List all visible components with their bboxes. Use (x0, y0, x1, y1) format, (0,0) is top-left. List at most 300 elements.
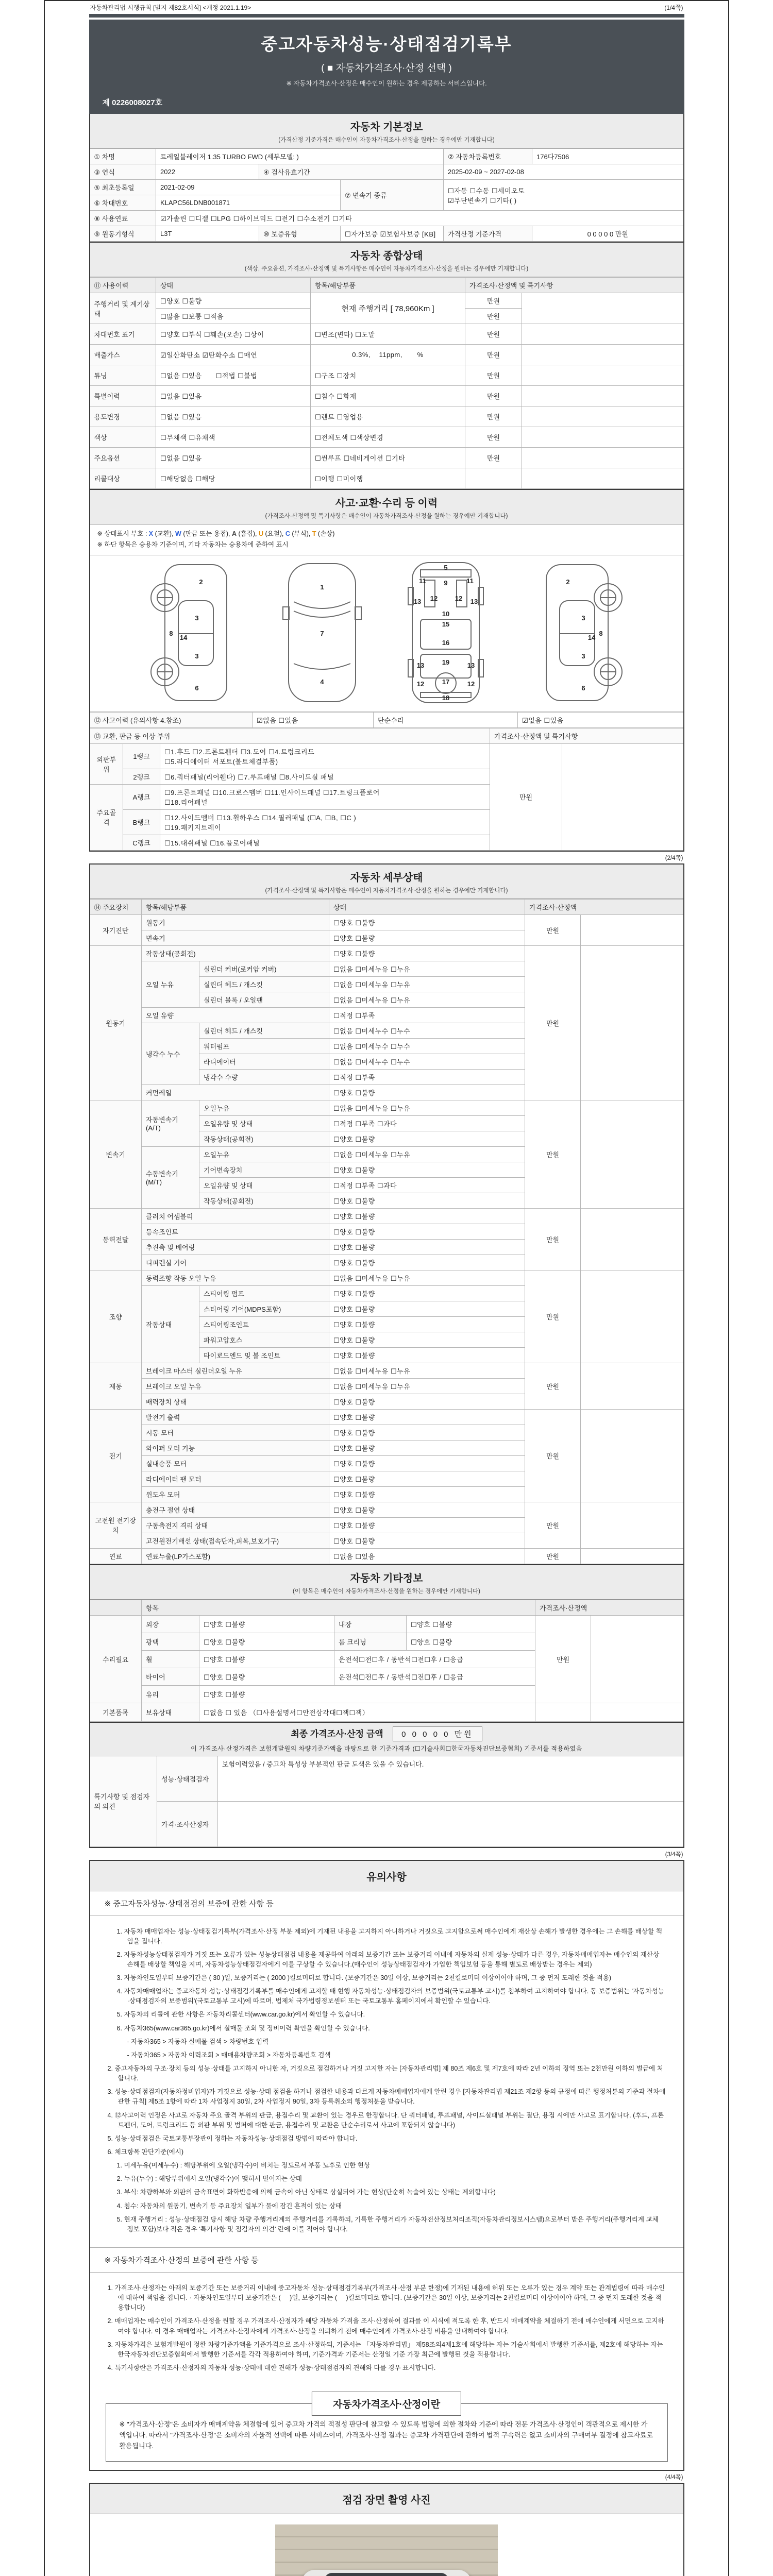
part-options[interactable]: ☐침수 ☐화재 (311, 386, 465, 406)
document-header (89, 20, 684, 114)
col-header: ⑪ 사용이력 (90, 278, 156, 293)
device-group-label: 전기 (90, 1409, 142, 1502)
part-options[interactable]: ☐렌트 ☐영업용 (311, 406, 465, 427)
panel-number: 5 (444, 563, 448, 571)
appraiser-comment (218, 1801, 683, 1846)
etc-band (90, 1565, 683, 1600)
item-label: 워터펌프 (199, 1038, 329, 1054)
col-header: 항목/해당부품 (311, 278, 465, 293)
inspection-period-value: 2025-02-09 ~ 2027-02-08 (444, 164, 683, 180)
state-options[interactable]: ☐양호 ☐불량 (199, 1685, 535, 1703)
notice-item: 5. 현재 주행거리 : 성능·상태점검 당시 해당 차량 주행거리계의 주행거리를 기록하되, 기록한 주행거리가 자동차전산정보처리조직(자동차관리정보시스템)으로부터 받은 주행거리(주행거리계 교체 정보 포함)보다 적은 경우 '특기사항 및 점검자의 의견' 란에 이를 적어야 합니다. (116, 2215, 659, 2233)
col-header: 가격조사·산정액 (535, 1600, 683, 1615)
state-options[interactable]: ☐적정 ☐부족 (329, 1007, 525, 1023)
notice-item: 4. 특기사항란은 가격조사·산정자의 자동차 성능·상태에 대한 견해가 성능·상태점검자의 견해와 다를 경우 표시합니다. (107, 2364, 436, 2371)
legend-code: T (312, 530, 316, 537)
detail-row (90, 1100, 683, 1115)
state-options[interactable]: ☐없음 ☐미세누유 ☐누유 (329, 961, 525, 976)
panel-number: 12 (467, 680, 475, 688)
usage-label: 배출가스 (90, 345, 156, 365)
item-label: 오일 유량 (142, 1007, 329, 1023)
state-options[interactable]: ☐양호 ☐불량 (329, 1301, 525, 1316)
legend-note: ※ 하단 항목은 승용차 기준이며, 기타 자동차는 승용차에 준하여 표시 (97, 541, 289, 549)
etc-info-table (90, 1600, 683, 1722)
panel-number: 13 (467, 661, 475, 669)
remark-cell (581, 1363, 683, 1409)
car-name-value: 트레일블레이저 1.35 TURBO FWD (세부모델: ) (156, 149, 444, 164)
state-options[interactable]: ☐없음 ☐있음 (329, 1548, 525, 1564)
state-options[interactable]: ☐양호 ☐불량 (329, 914, 525, 930)
section-title: 사고·교환·수리 등 이력 (335, 498, 438, 509)
final-price-value: 0 0 0 0 0 만원 (393, 1726, 482, 1741)
item-label: 디퍼렌셜 기어 (142, 1255, 329, 1270)
item-label: 연료누출(LP가스포함) (142, 1548, 329, 1564)
remark-cell (591, 1703, 683, 1721)
rank-parts-options[interactable]: ☐9.프론트패널 ☐10.크로스멤버 ☐11.인사이드패널 ☐17.트렁크플로어 ☐18.리어패널 (160, 784, 490, 809)
price-survey-explain-box (106, 2399, 668, 2461)
panel-number: 2 (566, 578, 570, 586)
section-detail-state (89, 863, 684, 1565)
remark-cell (522, 448, 683, 468)
state-options[interactable]: ☐양호 ☐불량 (329, 1255, 525, 1270)
notice-item: 5. 성능·상태점검은 국토교통부장관이 정하는 자동차성능·상태점검 방법에 따라야 합니다. (107, 2134, 358, 2142)
item-sub-label: 냉각수 누수 (142, 1023, 199, 1084)
notice-item: 4. ⑫사고이력 인정은 사고로 자동차 주요 골격 부위의 판금, 용접수리 및 교환이 있는 경우로 한정합니다. 단 쿼터패널, 루프패널, 사이드실패널 부위는 절단, 용접 시에만 사고로 표기합니다. (후드, 프론트펜더, 도어, 트렁크리드 등 외판 부위 및 범퍼에 대한 판금, 용접수리 및 교환은 단순수리로서 사고에 포함되지 않습니다) (107, 2111, 664, 2129)
rank-parts-options[interactable]: ☐15.대쉬패널 ☐16.플로어패널 (160, 835, 490, 850)
panel-number: 14 (587, 633, 596, 641)
usage-label: 색상 (90, 427, 156, 448)
item-label: 변속기 (142, 930, 329, 945)
detail-band (90, 865, 683, 899)
state-options[interactable]: ☐양호 ☐불량 (329, 1425, 525, 1440)
remark-cell (562, 743, 683, 850)
panel-number: 6 (195, 684, 199, 692)
state-options[interactable]: ☐없음 ☐미세누유 ☐누유 (329, 1146, 525, 1162)
field-label: ⑩ 보증유형 (259, 226, 341, 242)
device-group-label: 동력전달 (90, 1208, 142, 1270)
part-options[interactable]: ☐썬루프 ☐네비게이션 ☐기타 (311, 448, 465, 468)
field-label: ④ 검사유효기간 (259, 164, 444, 180)
field-label: ① 차명 (90, 149, 156, 164)
state-options[interactable]: ☐없음 ☐있음 ☐적법 ☐불법 (156, 365, 311, 386)
item-label: 파워고압호스 (199, 1332, 329, 1347)
remark-cell (522, 293, 683, 324)
panel-number: 19 (442, 658, 450, 666)
price-cell: 만원 (465, 448, 522, 468)
state-options[interactable]: ☐없음 ☐미세누수 ☐누수 (329, 1023, 525, 1038)
etc-basic-row (90, 1703, 683, 1721)
price-cell: 만원 (465, 406, 522, 427)
item-label: 오일유량 및 상태 (199, 1177, 329, 1193)
detail-row (90, 1208, 683, 1224)
state-options[interactable]: ☐없음 ☐있음 (156, 406, 311, 427)
panel-number: 11 (419, 577, 426, 585)
usage-label: 주요옵션 (90, 448, 156, 468)
item-label: 실린더 블록 / 오일팬 (199, 992, 329, 1007)
legend-code: X (148, 530, 154, 537)
rank-group-label: 주요골격 (90, 784, 123, 850)
detail-row (90, 914, 683, 930)
item-label: 실내송풍 모터 (142, 1455, 329, 1471)
overall-row (90, 386, 683, 406)
item-label: 윈도우 모터 (142, 1486, 329, 1502)
price-survey-select[interactable]: ( ■ 자동차가격조사·산정 선택 ) (321, 63, 452, 74)
section-notice (89, 1860, 684, 2471)
field-label: ⑥ 차대번호 (90, 195, 156, 211)
rank-parts-options[interactable]: ☐1.후드 ☐2.프론트휀더 ☐3.도어 ☐4.트렁크리드 ☐5.라디에이터 서포트(볼트체결부품) (160, 743, 490, 769)
part-options[interactable]: ☐구조 ☐장치 (311, 365, 465, 386)
item-label: 휠 (142, 1650, 199, 1668)
state-options[interactable]: ☐양호 ☐불량 (329, 1455, 525, 1471)
price-cell (535, 1703, 591, 1721)
detail-row (90, 1502, 683, 1517)
state-options[interactable]: ☐양호 ☐불량 (329, 1208, 525, 1224)
item-sub-label: 오일 누유 (142, 961, 199, 1007)
section-title: 자동차 기본정보 (350, 122, 423, 133)
warranty-type-options[interactable]: ☐자가보증 ☑보험사보증 [KB] (341, 226, 444, 242)
panel-number: 15 (442, 620, 450, 628)
price-cell: 만원 (490, 743, 562, 850)
document-number: 제 0226008027호 (102, 98, 163, 107)
state-options[interactable]: ☐양호 ☐불량 (329, 945, 525, 961)
price-cell: 만원 (525, 1100, 581, 1208)
section-title: 자동차 종합상태 (350, 250, 423, 262)
state-options[interactable]: ☐양호 ☐불량 (156, 293, 311, 309)
accident-history-state[interactable]: ☑없음 ☐있음 (253, 712, 374, 727)
panel-number: 3 (581, 652, 585, 660)
device-group-label: 제동 (90, 1363, 142, 1409)
state-options[interactable]: ☐양호 ☐불량 (199, 1615, 334, 1633)
panel-number: 7 (320, 629, 324, 637)
position-options[interactable]: 운전석☐전☐후 / 동반석☐전☐후 / ☐응급 (334, 1668, 535, 1685)
panel-number: 11 (466, 577, 474, 585)
state-options[interactable]: ☐없음 ☐미세누유 ☐누유 (329, 1270, 525, 1285)
col-header: 항목 (142, 1600, 535, 1615)
price-cell: 만원 (525, 1409, 581, 1502)
state-options[interactable]: ☐양호 ☐불량 (329, 1502, 525, 1517)
state-options[interactable]: ☐많음 ☐보통 ☐적음 (156, 309, 311, 324)
section-title: 유의사항 (366, 1871, 407, 1883)
rank-header-right: 가격조사·산정액 및 특기사항 (490, 728, 683, 743)
state-options[interactable]: ☐무채색 ☐유채색 (156, 427, 311, 448)
photos-band (90, 2484, 683, 2514)
item-label: 발전기 출력 (142, 1409, 329, 1425)
page-number: (2/4쪽) (665, 855, 683, 861)
legend-code: A (232, 530, 237, 537)
price-cell: 만원 (465, 293, 522, 309)
remark-cell (522, 468, 683, 489)
overall-row (90, 448, 683, 468)
price-cell: 만원 (525, 1270, 581, 1363)
price-cell: 만원 (525, 1363, 581, 1409)
item-label: 클러치 어셈블리 (142, 1208, 329, 1224)
basic-info-band (90, 114, 683, 148)
state-options[interactable]: ☐없음 ☐있음 (156, 386, 311, 406)
first-registration-value: 2021-02-09 (156, 180, 341, 195)
state-options[interactable]: ☑일산화탄소 ☑탄화수소 ☐매연 (156, 345, 311, 365)
device-group-label: 연료 (90, 1548, 142, 1564)
state-options[interactable]: ☐양호 ☐불량 (329, 1347, 525, 1363)
state-options[interactable]: ☐적정 ☐부족 (329, 1069, 525, 1084)
device-group-label: 변속기 (90, 1100, 142, 1208)
legend-codes: ※ 상태표시 부호 : X (교환), W (판금 또는 용접), A (흠집), U (요철), C (부식), T (손상) (97, 530, 335, 537)
state-options[interactable]: ☐적정 ☐부족 ☐과다 (329, 1177, 525, 1193)
item-sub-label: 작동상태 (142, 1285, 199, 1363)
panel-number: 18 (442, 693, 450, 702)
section-title: 자동차 세부상태 (350, 872, 423, 884)
vin-value: KLAPC56LDNB001871 (156, 195, 341, 211)
item-label: 배력장치 상태 (142, 1394, 329, 1409)
page-number: (4/4쪽) (665, 2474, 683, 2481)
car-diagram-svg (129, 557, 644, 708)
photos-area (90, 2514, 683, 2576)
item-label: 스티어링 펌프 (199, 1285, 329, 1301)
state-options[interactable]: ☐양호 ☐불량 (407, 1633, 535, 1650)
law-reference: 자동차관리법 시행규칙 [별지 제82호서식] <개정 2021.1.19> (90, 4, 251, 11)
state-options[interactable]: ☐양호 ☐불량 (329, 1285, 525, 1301)
col-header: 상태 (329, 899, 525, 914)
current-mileage: 현재 주행거리 [ 78,960Km ] (311, 293, 465, 324)
position-options[interactable]: 운전석☐전☐후 / 동반석☐전☐후 / ☐응급 (334, 1650, 535, 1668)
appraiser-label: 가격·조사산정자 (157, 1801, 218, 1846)
section-title: 점검 장면 촬영 사진 (342, 2494, 431, 2506)
item-label: 브레이크 오일 누유 (142, 1378, 329, 1394)
state-options[interactable]: ☐양호 ☐불량 (329, 1409, 525, 1425)
state-options[interactable]: ☐양호 ☐불량 (329, 1394, 525, 1409)
state-options[interactable]: ☐양호 ☐불량 (199, 1650, 334, 1668)
legend-code: W (175, 530, 181, 537)
panel-number: 1 (320, 583, 324, 591)
section-note: (가격산정 기준가격은 매수인이 자동차가격조사·산정을 원하는 경우에만 기재합니다) (278, 137, 495, 143)
state-options[interactable]: ☐양호 ☐불량 (329, 1517, 525, 1533)
state-code-legend (90, 524, 683, 555)
price-cell: 만원 (465, 427, 522, 448)
state-options[interactable]: ☐양호 ☐불량 (329, 1131, 525, 1146)
state-options[interactable]: ☐양호 ☐불량 (329, 1316, 525, 1332)
opinion-label: 특기사항 및 점검자의 의견 (90, 1756, 157, 1846)
item-label: 실린더 헤드 / 개스킷 (199, 1023, 329, 1038)
part-options[interactable]: ☐변조(변타) ☐도말 (311, 324, 465, 345)
car-diagram (90, 555, 683, 712)
final-price-note: 이 가격조사·산정가격은 보험개발원의 차량기준가액을 바탕으로 한 기준가격과 (☐기술사회☐한국자동차진단보증협회) 기준서를 적용하였음 (191, 1744, 582, 1752)
rank-group-label: 외판부위 (90, 743, 123, 784)
notice-item: 2. 자동차성능상태점검자가 거짓 또는 오류가 있는 성능상태점검 내용을 제공하여 아래의 보증기간 또는 보증거리 이내에 자동차의 실제 성능·상태가 다른 경우, 자동차매매업자는 매수인의 재산상 손해를 배상할 책임을 지며, 자동차성능상태점검자에게 이를 구상할 수 있습니다.(매수인이 성능상태점검자가 가입한 책임보험 등을 통해 별도로 배상받는 경우는 제외) (116, 1951, 660, 1968)
state-options[interactable]: ☐양호 ☐불량 (329, 1486, 525, 1502)
page-number: (3/4쪽) (665, 1851, 683, 1858)
garage-wall (275, 2524, 498, 2576)
basic-info-table (90, 148, 683, 242)
panel-number: 13 (413, 597, 422, 605)
detail-row (90, 945, 683, 961)
device-group-label: 원동기 (90, 945, 142, 1100)
item-label: 구동축전지 격리 상태 (142, 1517, 329, 1533)
state-options[interactable]: ☐없음 ☐미세누유 ☐누유 (329, 1100, 525, 1115)
state-options[interactable]: ☐양호 ☐불량 (329, 1440, 525, 1455)
exchange-rank-table (90, 728, 683, 851)
overall-row (90, 345, 683, 365)
item-label: 타이로드엔드 및 볼 조인트 (199, 1347, 329, 1363)
item-label: 충전구 절연 상태 (142, 1502, 329, 1517)
notice-item: 6. 체크항목 판단기준(예시) (107, 2148, 184, 2156)
col-header: 가격조사·산정액 (525, 899, 683, 914)
panel-number: 16 (442, 638, 450, 647)
state-options[interactable]: ☐양호 ☐불량 (407, 1615, 535, 1633)
notice-item: 4. 자동차매매업자는 중고자동차 성능·상태점검기록부를 매수인에게 고지할 때 현행 자동차성능·상태점검자의 보증범위(국토교통부 고시)를 첨부하여 고지하여야 합니다. 동 보증범위는 '자동차성능·상태점검자의 보증범위'(국토교통부 고시)에 따르며, 법제처 국가법령정보센터 또는 국토교통부 홈페이지에서 확인할 수 있습니다. (116, 1988, 664, 2005)
item-label: 와이퍼 모터 기능 (142, 1440, 329, 1455)
vehicle-front (301, 2570, 472, 2576)
notice-item: 3. 자동차인도일부터 보증기간은 ( 30 )일, 보증거리는 ( 2000 )킬로미터로 합니다. (보증기간은 30일 이상, 보증거리는 2천킬로미터 이상이어야 하며, 그 중 먼저 도래한 것을 적용) (116, 1974, 612, 1982)
detail-row (90, 1548, 683, 1564)
basic-items-options[interactable]: ☐없음 ☐ 있음 （☐사용설명서☐안전삼각대☐잭☐잭） (199, 1703, 535, 1721)
panel-number: 8 (169, 629, 173, 637)
item-sub-label: 자동변속기 (A/T) (142, 1100, 199, 1146)
item-label: 브레이크 마스터 실린더오일 누유 (142, 1363, 329, 1378)
device-group-label: 자기진단 (90, 914, 142, 945)
price-cell: 만원 (465, 309, 522, 324)
panel-number: 12 (455, 594, 463, 602)
price-cell: 만원 (525, 1502, 581, 1548)
part-options[interactable]: ☐이행 ☐미이행 (311, 468, 465, 489)
service-note: ※ 자동차가격조사·산정은 매수인이 원하는 경우 제공하는 서비스입니다. (286, 80, 487, 87)
col-header: ⑭ 주요장치 (90, 899, 142, 914)
state-options[interactable]: ☐양호 ☐불량 (329, 1533, 525, 1548)
state-options[interactable]: ☐없음 ☐미세누수 ☐누수 (329, 1038, 525, 1054)
part-options[interactable]: 0.3%, 11ppm, % (311, 345, 465, 365)
field-label: ⑦ 변속기 종류 (341, 180, 444, 211)
section-note: (가격조사·산정액 및 특기사항은 매수인이 자동차가격조사·산정을 원하는 경우에만 기재합니다) (265, 513, 508, 519)
state-options[interactable]: ☐양호 ☐불량 (329, 1224, 525, 1239)
section-basic-info (89, 114, 684, 243)
item-label: 광택 (142, 1633, 199, 1650)
remark-cell (581, 1270, 683, 1363)
state-options[interactable]: ☐양호 ☐불량 (329, 1332, 525, 1347)
opinion-table (90, 1756, 683, 1847)
base-price-value: 0 0 0 0 0 만원 (532, 226, 683, 242)
panel-number: 12 (416, 680, 425, 688)
state-options[interactable]: ☐해당없음 ☐해당 (156, 468, 311, 489)
state-options[interactable]: ☐없음 ☐미세누유 ☐누유 (329, 992, 525, 1007)
price-cell: 만원 (525, 914, 581, 945)
state-options[interactable]: ☐없음 ☐미세누유 ☐누유 (329, 1378, 525, 1394)
state-options[interactable]: ☐양호 ☐불량 (329, 930, 525, 945)
price-cell: 만원 (465, 345, 522, 365)
panel-number: 13 (470, 597, 478, 605)
item-label: 스티어링조인트 (199, 1316, 329, 1332)
notice-item: 2. 누유(누수) : 해당부위에서 오일(냉각수)이 맺혀서 떨어지는 상태 (116, 2175, 302, 2183)
remark-cell (581, 945, 683, 1100)
state-options[interactable]: ☐양호 ☐불량 (329, 1471, 525, 1486)
item-label: 스티어링 기어(MDPS포함) (199, 1301, 329, 1316)
overall-state-table (90, 277, 683, 489)
price-cell: 만원 (525, 945, 581, 1100)
state-options[interactable]: ☐양호 ☐불량 (329, 1084, 525, 1100)
notice-body-1 (90, 1916, 683, 2248)
state-options[interactable]: ☐양호 ☐불량 (329, 1162, 525, 1177)
notice-item: 3. 성능·상태점검자(자동차정비업자)가 거짓으로 성능·상태 점검을 하거나 점검한 내용과 다르게 자동차매매업자에게 알린 경우 [자동차관리법 제21조 제2항 등의 규정에 따른 행정처분의 기준과 절차에 관한 규칙] 제5조 1항에 따라 1차 사업정지 30일, 2차 사업정지 90일, 3차 등록취소의 행정처분을 받습니다. (107, 2088, 666, 2106)
item-label: 동력조향 작동 오일 누유 (142, 1270, 329, 1285)
overall-row (90, 365, 683, 386)
rank-label: 1랭크 (123, 743, 160, 769)
remark-cell (581, 1502, 683, 1548)
notice-subheader-1: ※ 중고자동차성능·상태점검의 보증에 관한 사항 등 (90, 1891, 683, 1916)
simple-repair-state[interactable]: ☑없음 ☐있음 (518, 712, 683, 727)
item-label: 유리 (142, 1685, 199, 1703)
legend-code: C (285, 530, 290, 537)
state-options[interactable]: ☐적정 ☐부족 ☐과다 (329, 1115, 525, 1131)
item-label: 오일누유 (199, 1100, 329, 1115)
overall-row (90, 293, 683, 309)
notice-item: 5. 자동차의 리콜에 관한 사항은 자동차리콜센터(www.car.go.kr)에서 확인할 수 있습니다. (116, 2011, 365, 2019)
rank-parts-options[interactable]: ☐6.쿼터패널(리어휀다) ☐7.루프패널 ☐8.사이드실 패널 (160, 769, 490, 784)
rank-label: 2랭크 (123, 769, 160, 784)
section-note: (가격조사·산정액 및 특기사항은 매수인이 자동차가격조사·산정을 원하는 경우에만 기재합니다) (265, 887, 508, 894)
item-label: 고전원전기배선 상태(접속단자,피복,보호기구) (142, 1533, 329, 1548)
col-header: 가격조사·산정액 및 특기사항 (465, 278, 683, 293)
notice-item: 2. 중고자동차의 구조·장치 등의 성능·상태를 고지하지 아니한 자, 거짓으로 점검하거나 거짓 고지한 자는 [자동차관리법] 제 80조 제6호 및 제7호에 따라 2년 이하의 징역 또는 2천만원 이하의 벌금에 처합니다. (107, 2065, 663, 2082)
final-price-label: 최종 가격조사·산정 금액 (291, 1728, 383, 1739)
device-group-label: 조향 (90, 1270, 142, 1363)
state-options[interactable]: ☐없음 ☐미세누유 ☐누유 (329, 976, 525, 992)
notice-item: - 자동차365 > 자동차 이력조회 > 매매용차량조회 > 자동차등록번호 검색 (127, 2051, 331, 2059)
state-options[interactable]: ☐양호 ☐부식 ☐훼손(오손) ☐상이 (156, 324, 311, 345)
state-options[interactable]: ☐없음 ☐미세누수 ☐누수 (329, 1054, 525, 1069)
remark-cell (522, 406, 683, 427)
notice-item: 1. 가격조사·산정자는 아래의 보증기간 또는 보증거리 이내에 중고자동차 성능·상태점검기록부(가격조사·산정 부분 한정)에 기재된 내용에 허위 또는 오류가 있는 경우 계약 또는 관계법령에 따라 매수인에 대하여 책임을 집니다. · 자동차인도일부터 보증기간은 ( )일, 보증거리는 ( )킬로미터로 합니다. (보증기간은 30일 이상, 보증거리는 2천킬로미터 이상이어야 하며, 그 중 먼저 도래한 것을 적용합니다) (107, 2284, 665, 2312)
engine-type-value: L3T (156, 226, 259, 242)
fuel-options[interactable]: ☑가솔린 ☐디젤 ☐LPG ☐하이브리드 ☐전기 ☐수소전기 ☐기타 (156, 211, 683, 226)
usage-label: 차대번호 표기 (90, 324, 156, 345)
section-photos (89, 2483, 684, 2576)
panel-number: 14 (179, 633, 188, 641)
field-label: ⑨ 원동기형식 (90, 226, 156, 242)
field-label: 가격산정 기준가격 (444, 226, 532, 242)
header-rule (89, 14, 684, 18)
item-label: 보유상태 (142, 1703, 199, 1721)
price-cell: 만원 (525, 1548, 581, 1564)
part-options[interactable]: ☐전체도색 ☐색상변경 (311, 427, 465, 448)
state-options[interactable]: ☐없음 ☐있음 (156, 448, 311, 468)
item-label: 작동상태(공회전) (142, 945, 329, 961)
notice-item: 3. 부식: 차량하부와 외판의 금속표면이 화학반응에 의해 금속이 아닌 상태로 상실되어 가는 현상(단순히 녹슬어 있는 상태는 제외합니다) (116, 2189, 496, 2196)
rank-label: A랭크 (123, 784, 160, 809)
etc-group-label: 수리필요 (90, 1615, 142, 1703)
detail-row (90, 1363, 683, 1378)
transmission-options[interactable]: ☐자동 ☐수동 ☐세미오토 ☑무단변속기 ☐기타( ) (444, 180, 683, 211)
notice-subheader-2: ※ 자동차가격조사·산정의 보증에 관한 사항 등 (90, 2247, 683, 2273)
remark-cell (522, 427, 683, 448)
state-options[interactable]: ☐양호 ☐불량 (329, 1239, 525, 1255)
panel-number: 17 (442, 677, 450, 686)
state-options[interactable]: ☐양호 ☐불량 (329, 1193, 525, 1208)
field-label: ③ 연식 (90, 164, 156, 180)
etc-group-label: 기본품목 (90, 1703, 142, 1721)
remark-cell (581, 1208, 683, 1270)
item-label: 오일유량 및 상태 (199, 1115, 329, 1131)
windshield (325, 2573, 448, 2576)
price-cell: 만원 (535, 1615, 591, 1703)
state-options[interactable]: ☐없음 ☐미세누유 ☐누유 (329, 1363, 525, 1378)
registration-number-value: 176다7506 (532, 149, 683, 164)
field-label: ⑤ 최초등록일 (90, 180, 156, 195)
rank-parts-options[interactable]: ☐12.사이드멤버 ☐13.휠하우스 ☐14.필러패널 (☐A, ☐B, ☐C ) ☐19.패키지트레이 (160, 809, 490, 835)
rank-label: B랭크 (123, 809, 160, 835)
state-options[interactable]: ☐양호 ☐불량 (199, 1668, 334, 1685)
state-options[interactable]: ☐양호 ☐불량 (199, 1633, 334, 1650)
overall-row (90, 324, 683, 345)
notice-item: - 자동차365 > 자동차 실매물 검색 > 차량번호 입력 (127, 2038, 269, 2045)
remark-cell (522, 345, 683, 365)
usage-label: 주행거리 및 계기상태 (90, 293, 156, 324)
